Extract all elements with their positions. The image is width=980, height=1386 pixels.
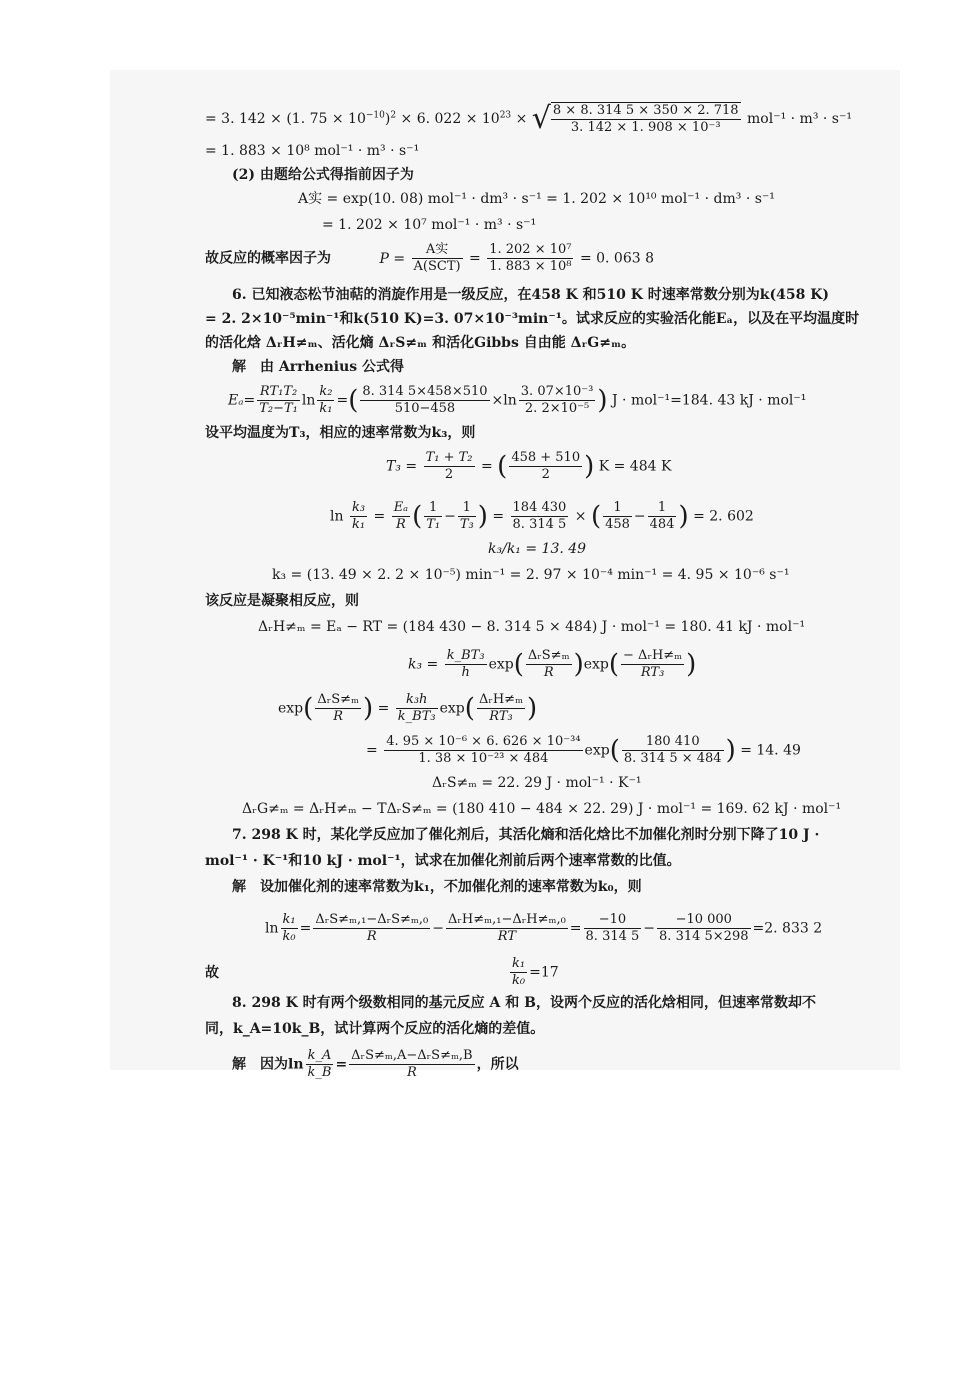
eq1-exp: −10	[365, 110, 385, 121]
times: ×	[574, 508, 587, 525]
denominator: k_B	[307, 1065, 332, 1080]
denominator: 2	[444, 467, 454, 482]
prob-p: P =	[379, 250, 406, 267]
eq1-exp: 23	[499, 110, 512, 121]
numerator: Eₐ	[393, 500, 409, 515]
denominator: R	[395, 517, 406, 532]
exp-op: exp	[439, 700, 465, 717]
lnk-equation: ln $\frac{\text{k₃}}{\text{k₁}}$ = $\frac{\text{Eₐ}}{R}$ ( $\frac{1}{\text{T₁}}$ − $\frac{1}{\text{T₃}}$ ) = $\frac{184 430}{8. 314 5}$ × ( $\frac{1}{458}$ − $\frac{1}{484}$ ) = 2. 602	[330, 500, 754, 532]
s8-post: ，所以	[476, 1056, 519, 1073]
denominator: 1. 38 × 10⁻²³ × 484	[418, 751, 549, 766]
solution-6-t3-intro: 设平均温度为T₃，相应的速率常数为k₃，则	[205, 425, 476, 441]
denominator: k₀	[512, 973, 526, 988]
numerator: 184 430	[512, 500, 567, 515]
q7-equation	[265, 912, 822, 945]
denominator: k₁	[319, 401, 333, 416]
lnk-frac5	[511, 500, 569, 533]
exp-frac1	[315, 692, 361, 725]
therefore-label: 故	[205, 965, 219, 981]
numerator: −10	[584, 912, 642, 929]
exp-eval-frac2	[622, 734, 724, 767]
numerator: ΔᵣS≠ₘ	[317, 692, 359, 707]
eq-sign: =	[377, 700, 390, 717]
numerator: 1	[603, 500, 632, 517]
solution-6-condensed: 该反应是凝聚相反应，则	[205, 593, 359, 609]
frac-b	[487, 242, 573, 275]
eyring-frac1	[445, 648, 487, 681]
lnk-frac4	[458, 500, 476, 533]
exp-eval-result: = 14. 49	[740, 742, 801, 759]
denominator: k_BT₃	[397, 709, 436, 724]
minus: −	[643, 920, 656, 937]
numerator: k_A	[306, 1048, 334, 1065]
numerator: − ΔᵣH≠ₘ	[623, 648, 683, 663]
numerator: ΔᵣS≠ₘ,A−ΔᵣS≠ₘ,B	[351, 1048, 473, 1063]
exp-op: exp	[584, 742, 610, 759]
eyring-frac3	[621, 648, 684, 681]
s8-frac1	[306, 1048, 334, 1081]
minus: −	[444, 508, 456, 525]
q7-frac5	[657, 912, 750, 945]
ea-frac4	[519, 384, 596, 417]
lnk-frac7	[648, 500, 677, 533]
denominator: R	[333, 709, 344, 724]
minus: −	[432, 920, 444, 937]
denominator: 1. 883 × 10⁸	[489, 259, 572, 274]
eyring-equation: k₃ = $\frac{\text{k\_BT₃}}{h}$ exp( $\frac{\text{ΔᵣS≠ₘ}}{R}$ )exp( $\frac{\text{− ΔᵣH≠ₘ}}{\text{RT₃}}$ )	[408, 648, 697, 680]
eq-sign: =	[299, 920, 312, 937]
q7-frac2	[313, 912, 430, 945]
k3-line: k₃ = (13. 49 × 2. 2 × 10⁻⁵) min⁻¹ = 2. 97 × 10⁻⁴ min⁻¹ = 4. 95 × 10⁻⁶ s⁻¹	[272, 567, 790, 583]
denominator: 510−458	[394, 401, 456, 416]
ea-frac1	[257, 384, 300, 417]
eq-sign: =	[480, 458, 493, 475]
numerator: k_BT₃	[446, 648, 485, 663]
eq-sign: =	[366, 742, 378, 759]
eq-line-5: = 1. 202 × 10⁷ mol⁻¹ · m³ · s⁻¹	[322, 217, 537, 233]
numerator: 1. 202 × 10⁷	[489, 242, 572, 257]
prob-factor-line: 故反应的概率因子为 P = $\frac{\text{A实}}{\text{A(SCT)}}$ = $\frac{\text{1. 202 × 10⁷}}{\text{1. 883 × 10⁸}}$ = 0. 063 8	[205, 242, 655, 274]
solution-8-line	[232, 1048, 519, 1081]
ln-op: ln	[265, 920, 279, 937]
eq1-part: × 6. 022 × 10	[396, 111, 500, 127]
eq-line-1	[205, 102, 852, 136]
lnk-frac1	[350, 500, 367, 533]
denominator: k₁	[351, 517, 366, 532]
eq1-sqrt-fraction	[551, 102, 741, 136]
sqrt-icon: √	[531, 101, 551, 136]
t3-lhs: T₃ =	[386, 458, 418, 475]
question-7-line-2: mol⁻¹ · K⁻¹和10 kJ · mol⁻¹，试求在加催化剂前后两个速率常数的比值。	[205, 853, 681, 869]
dh-line: ΔᵣH≠ₘ = Eₐ − RT = (184 430 − 8. 314 5 × 484) J · mol⁻¹ = 180. 41 kJ · mol⁻¹	[258, 619, 806, 635]
numerator: 1	[458, 500, 476, 517]
question-8-line-2: 同，k_A=10k_B，试计算两个反应的活化熵的差值。	[205, 1021, 545, 1037]
numerator: 180 410	[622, 734, 724, 751]
eq-sign: =	[336, 392, 349, 409]
solution-6-intro: 解 由 Arrhenius 公式得	[232, 359, 405, 375]
ds-line: ΔᵣS≠ₘ = 22. 29 J · mol⁻¹ · K⁻¹	[432, 775, 642, 791]
question-6-line-3: 的活化焓 ΔᵣH≠ₘ、活化熵 ΔᵣS≠ₘ 和活化Gibbs 自由能 ΔᵣG≠ₘ。	[205, 335, 636, 351]
t3-equation: T₃ = $\frac{\text{T₁ + T₂}}{2}$ = ( $\frac{458 + 510}{2}$ ) K = 484 K	[386, 450, 672, 482]
exp-op: exp	[488, 656, 514, 673]
lnk-frac2	[392, 500, 410, 533]
denominator: R	[543, 665, 554, 680]
ea-result: J · mol⁻¹=184. 43 kJ · mol⁻¹	[611, 392, 807, 409]
q7-frac1	[281, 912, 298, 945]
denominator: RT₃	[640, 665, 665, 680]
numerator: RT₁T₂	[257, 384, 300, 401]
dg-line: ΔᵣG≠ₘ = ΔᵣH≠ₘ − TΔᵣS≠ₘ = (180 410 − 484 × 22. 29) J · mol⁻¹ = 169. 62 kJ · mol⁻¹	[242, 801, 842, 817]
eq-sign: =	[335, 1056, 348, 1073]
eq-sign: =	[373, 508, 386, 525]
q7-ratio-frac	[510, 956, 527, 989]
step-2-heading: (2) 由题给公式得指前因子为	[232, 167, 414, 183]
exp-frac2	[396, 692, 438, 725]
numerator: ΔᵣH≠ₘ	[478, 692, 524, 707]
question-6-line-2: = 2. 2×10⁻⁵min⁻¹和k(510 K)=3. 07×10⁻³min⁻¹。试求反应的实验活化能Eₐ，以及在平均温度时	[205, 311, 860, 327]
numerator: 4. 95 × 10⁻⁶ × 6. 626 × 10⁻³⁴	[386, 734, 581, 749]
solution-7-intro: 解 设加催化剂的速率常数为k₁，不加催化剂的速率常数为k₀，则	[232, 879, 642, 895]
denominator: RT	[497, 929, 517, 944]
exp-eval-equation: = $\frac{\text{4. 95 × 10⁻⁶ × 6. 626 × 10⁻³⁴}}{\text{1. 38 × 10⁻²³ × 484}}$ exp( $\frac{180 410}{8. 314 5 \times 484}$ ) = 14. 49	[366, 734, 801, 766]
t3-frac2	[509, 450, 582, 483]
q7-result: =2. 833 2	[752, 920, 823, 937]
denominator: 8. 314 5×298	[659, 929, 749, 944]
q7-frac3	[446, 912, 568, 945]
denominator: 458	[605, 517, 630, 532]
ln-op: ln	[330, 508, 344, 525]
t3-result: K = 484 K	[598, 458, 672, 475]
q7-ratio-result: =17	[529, 964, 559, 981]
times-ln: ×ln	[491, 392, 517, 409]
eyring-frac2	[526, 648, 572, 681]
eq-sign: =	[492, 508, 505, 525]
ln-op: ln	[301, 392, 316, 409]
eq-line-4: A实 = exp(10. 08) mol⁻¹ · dm³ · s⁻¹ = 1. 202 × 10¹⁰ mol⁻¹ · dm³ · s⁻¹	[298, 191, 775, 207]
eq1-exp: 2	[390, 110, 397, 121]
frac-a	[412, 242, 463, 275]
eq1-part: )	[384, 111, 391, 127]
numerator: ΔᵣH≠ₘ,₁−ΔᵣH≠ₘ,₀	[448, 912, 566, 927]
numerator: 3. 07×10⁻³	[520, 384, 594, 399]
numerator: 8 × 8. 314 5 × 350 × 2. 718	[552, 103, 739, 118]
numerator: k₃	[351, 500, 366, 515]
denominator: 3. 142 × 1. 908 × 10⁻³	[570, 120, 721, 135]
exp-frac3	[477, 692, 525, 725]
numerator: 1	[424, 500, 442, 517]
denominator: 484	[649, 517, 675, 532]
denominator: A(SCT)	[413, 259, 461, 274]
eq1-part: = 3. 142 × (1. 75 × 10	[205, 111, 366, 127]
numerator: k₁	[512, 956, 526, 971]
denominator: 8. 314 5	[512, 517, 567, 532]
prob-label: 故反应的概率因子为	[205, 250, 331, 267]
ea-frac3	[360, 384, 489, 417]
k3-lhs: k₃ =	[408, 656, 439, 673]
denominator: T₃	[459, 517, 474, 532]
numerator: ΔᵣS≠ₘ,₁−ΔᵣS≠ₘ,₀	[315, 912, 429, 927]
eq-sign: =	[569, 920, 582, 937]
numerator: k₂	[319, 384, 333, 399]
numerator: T₁ + T₂	[425, 450, 473, 465]
exp-op: exp	[583, 656, 609, 673]
numerator: 458 + 510	[511, 450, 581, 465]
t3-frac1	[424, 450, 475, 483]
exp-equation: exp( $\frac{\text{ΔᵣS≠ₘ}}{R}$ ) = $\frac{\text{k₃h}}{\text{k\_BT₃}}$ exp( $\frac{\text{ΔᵣH≠ₘ}}{\text{RT₃}}$ )	[278, 692, 538, 724]
question-6-line-1: 6. 已知液态松节油萜的消旋作用是一级反应，在458 K 和510 K 时速率常数分别为k(458 K)	[232, 287, 829, 303]
q7-ratio	[508, 956, 559, 989]
exp-eval-frac1	[384, 734, 582, 767]
prob-result: = 0. 063 8	[579, 250, 655, 267]
denominator: 2. 2×10⁻⁵	[524, 401, 590, 416]
eq-line-2: = 1. 883 × 10⁸ mol⁻¹ · m³ · s⁻¹	[205, 143, 420, 159]
eq1-unit: mol⁻¹ · m³ · s⁻¹	[747, 111, 852, 127]
ea-equation: Eₐ= $\frac{\text{RT₁T₂}}{\text{T₂−T₁}}$ ln $\frac{\text{k₂}}{\text{k₁}}$ =( $\frac{8. 314 5\times 458\times 510}{510-458}$ ×ln $\frac{\text{3. 07×10⁻³}}{\text{2. 2×10⁻⁵}}$ ) J · mol⁻¹=184. 43 kJ · mol⁻¹	[228, 384, 807, 416]
question-8-line-1: 8. 298 K 时有两个级数相同的基元反应 A 和 B，设两个反应的活化焓相同，但速率常数却不	[232, 995, 816, 1011]
ratio-line: k₃/k₁ = 13. 49	[488, 541, 587, 557]
lnk-frac3	[424, 500, 442, 533]
ea-frac2	[317, 384, 334, 417]
denominator: R	[366, 929, 377, 944]
numerator: A实	[412, 242, 463, 259]
denominator: T₁	[426, 517, 441, 532]
lnk-frac6	[603, 500, 632, 533]
question-7-line-1: 7. 298 K 时，某化学反应加了催化剂后，其活化熵和活化焓比不加催化剂时分别下降了10 J ·	[232, 827, 820, 843]
denominator: RT₃	[489, 709, 513, 724]
numerator: 8. 314 5×458×510	[362, 384, 488, 399]
denominator: 8. 314 5 × 484	[623, 751, 722, 766]
exp-op: exp	[278, 700, 304, 717]
numerator: ΔᵣS≠ₘ	[527, 648, 570, 663]
q7-frac4	[584, 912, 642, 945]
ea-lhs: Eₐ=	[228, 392, 256, 409]
denominator: T₂−T₁	[259, 401, 298, 416]
numerator: k₃h	[396, 692, 438, 709]
eq1-part: ×	[511, 111, 528, 127]
denominator: h	[461, 665, 470, 680]
denominator: k₀	[282, 929, 296, 944]
numerator: 1	[648, 500, 677, 517]
denominator: 8. 314 5	[585, 929, 640, 944]
denominator: 2	[541, 467, 550, 482]
numerator: −10 000	[657, 912, 750, 929]
numerator: k₁	[282, 912, 296, 927]
s8-pre: 解 因为ln	[232, 1056, 304, 1073]
lnk-result: = 2. 602	[693, 508, 754, 525]
s8-frac2	[349, 1048, 474, 1081]
denominator: R	[407, 1065, 417, 1080]
